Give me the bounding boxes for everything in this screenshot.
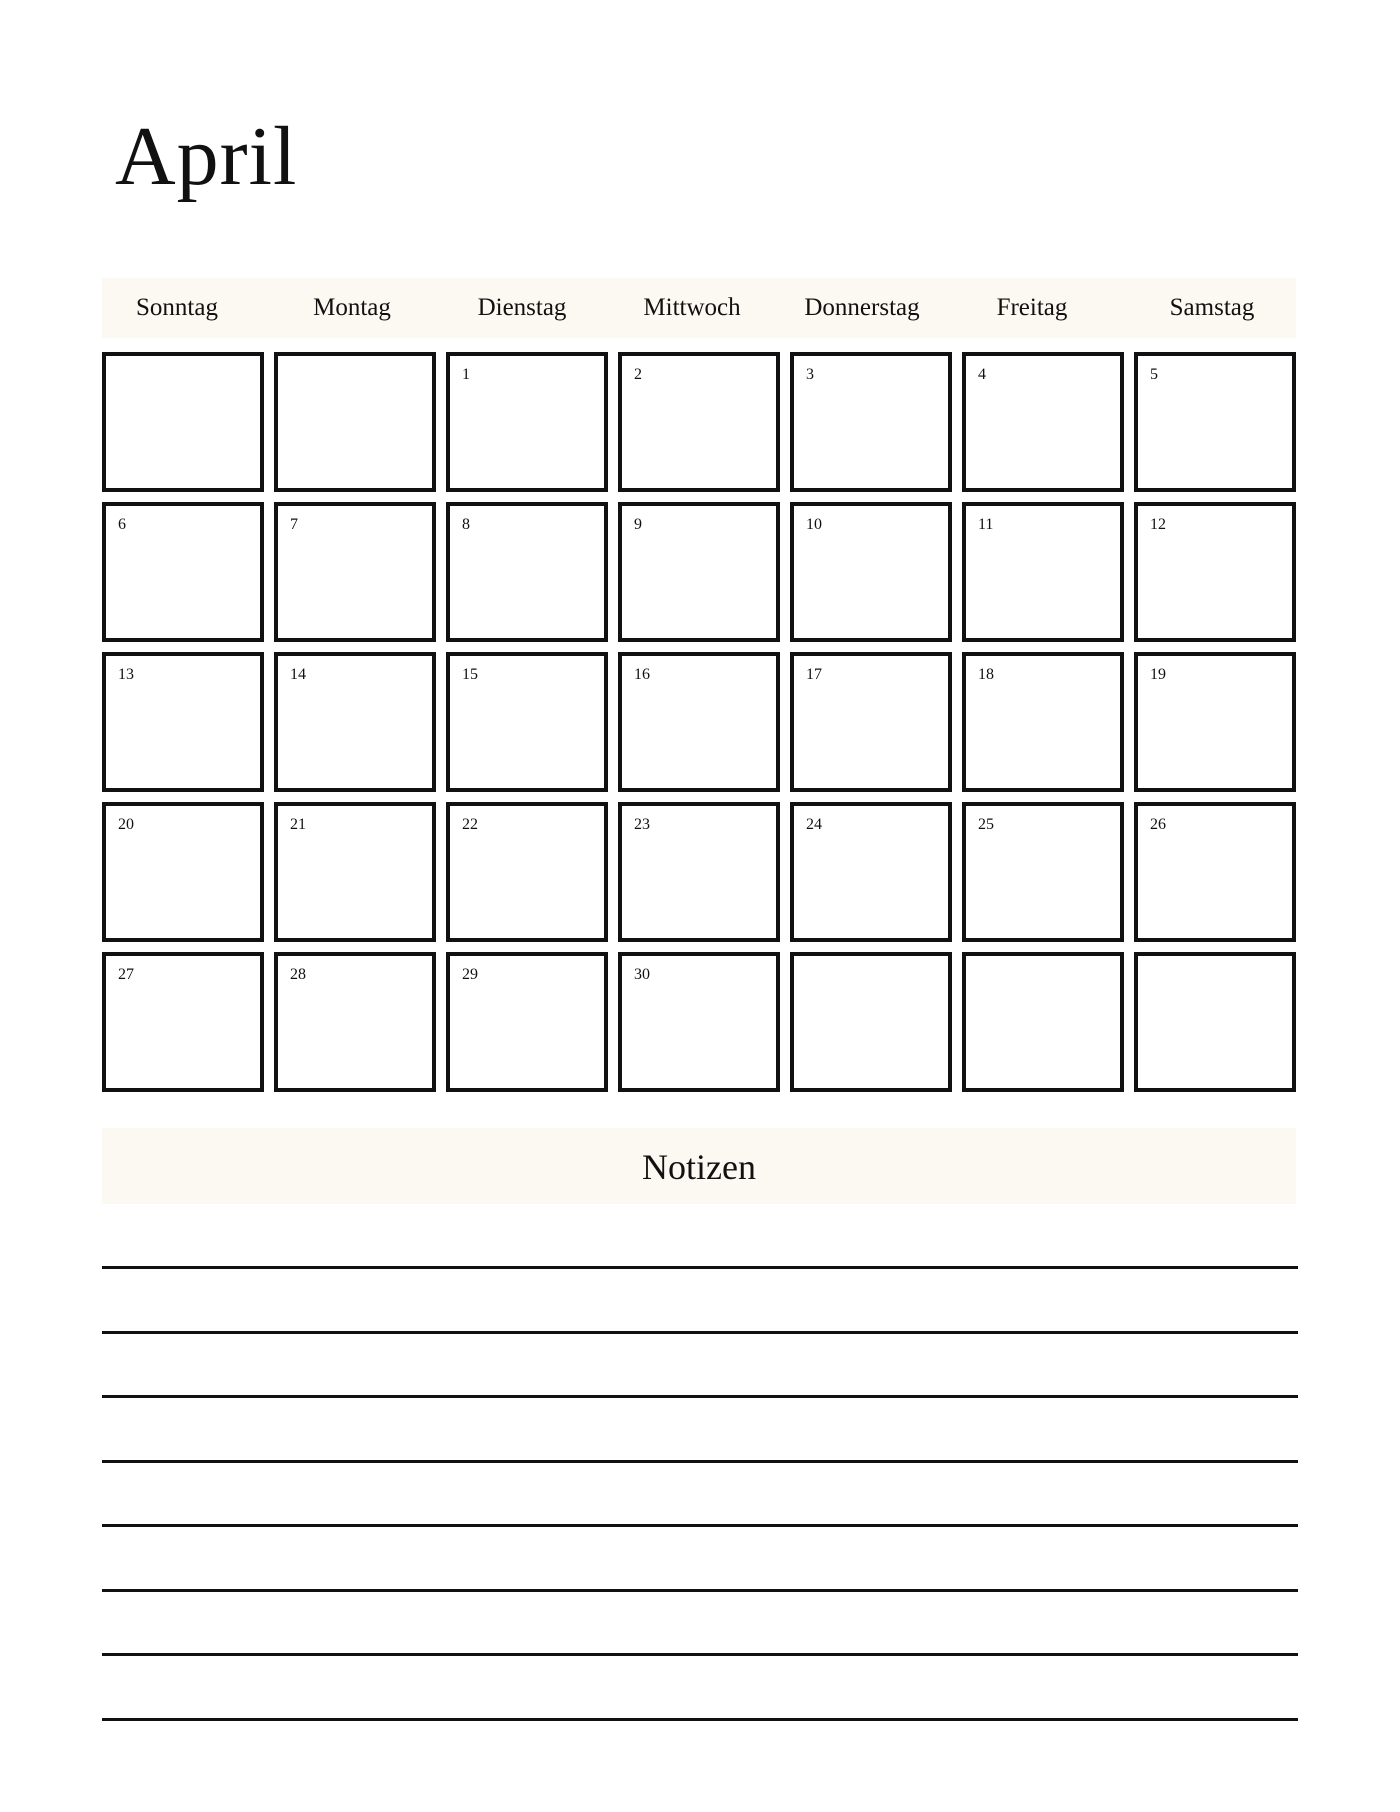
weekday-label-montag: Montag: [313, 294, 391, 321]
month-title: April: [115, 110, 298, 203]
day-number: 24: [806, 816, 822, 833]
note-line[interactable]: [102, 1718, 1298, 1721]
day-cell-18[interactable]: [962, 652, 1124, 792]
empty-day-cell[interactable]: [102, 352, 264, 492]
day-number: 30: [634, 966, 650, 983]
note-line[interactable]: [102, 1653, 1298, 1656]
day-number: 3: [806, 366, 814, 383]
day-cell-2[interactable]: [618, 352, 780, 492]
note-line[interactable]: [102, 1331, 1298, 1334]
day-cell-30[interactable]: [618, 952, 780, 1092]
day-cell-6[interactable]: [102, 502, 264, 642]
day-cell-25[interactable]: [962, 802, 1124, 942]
calendar-grid: [102, 352, 1296, 1094]
day-cell-24[interactable]: [790, 802, 952, 942]
day-number: 5: [1150, 366, 1158, 383]
weekday-header: [102, 278, 1296, 338]
day-cell-16[interactable]: [618, 652, 780, 792]
day-number: 26: [1150, 816, 1166, 833]
day-number: 15: [462, 666, 478, 683]
weekday-label-dienstag: Dienstag: [477, 294, 567, 321]
day-number: 25: [978, 816, 994, 833]
day-cell-19[interactable]: [1134, 652, 1296, 792]
note-line[interactable]: [102, 1460, 1298, 1463]
day-number: 21: [290, 816, 306, 833]
weekday-label-donnerstag: Donnerstag: [804, 294, 920, 321]
day-number: 27: [118, 966, 134, 983]
day-cell-21[interactable]: [274, 802, 436, 942]
note-line[interactable]: [102, 1589, 1298, 1592]
day-number: 6: [118, 516, 126, 533]
day-cell-28[interactable]: [274, 952, 436, 1092]
day-cell-13[interactable]: [102, 652, 264, 792]
day-cell-1[interactable]: [446, 352, 608, 492]
day-cell-12[interactable]: [1134, 502, 1296, 642]
day-number: 18: [978, 666, 994, 683]
day-number: 9: [634, 516, 642, 533]
note-line[interactable]: [102, 1266, 1298, 1269]
day-number: 22: [462, 816, 478, 833]
notes-header: [102, 1128, 1296, 1204]
day-cell-7[interactable]: [274, 502, 436, 642]
day-cell-15[interactable]: [446, 652, 608, 792]
day-number: 12: [1150, 516, 1166, 533]
day-number: 10: [806, 516, 822, 533]
notes-title: Notizen: [642, 1147, 756, 1187]
day-cell-11[interactable]: [962, 502, 1124, 642]
day-cell-17[interactable]: [790, 652, 952, 792]
day-cell-5[interactable]: [1134, 352, 1296, 492]
day-number: 13: [118, 666, 134, 683]
day-cell-3[interactable]: [790, 352, 952, 492]
day-number: 8: [462, 516, 470, 533]
day-number: 2: [634, 366, 642, 383]
empty-day-cell[interactable]: [962, 952, 1124, 1092]
day-cell-4[interactable]: [962, 352, 1124, 492]
day-cell-10[interactable]: [790, 502, 952, 642]
day-number: 23: [634, 816, 650, 833]
day-number: 19: [1150, 666, 1166, 683]
empty-day-cell[interactable]: [1134, 952, 1296, 1092]
empty-day-cell[interactable]: [274, 352, 436, 492]
weekday-label-mittwoch: Mittwoch: [643, 294, 741, 321]
day-number: 20: [118, 816, 134, 833]
day-number: 14: [290, 666, 306, 683]
weekday-label-sonntag: Sonntag: [136, 294, 218, 321]
day-cell-23[interactable]: [618, 802, 780, 942]
day-number: 16: [634, 666, 650, 683]
weekday-label-samstag: Samstag: [1169, 294, 1255, 321]
day-cell-8[interactable]: [446, 502, 608, 642]
day-number: 11: [978, 516, 994, 533]
empty-day-cell[interactable]: [790, 952, 952, 1092]
day-cell-22[interactable]: [446, 802, 608, 942]
day-number: 4: [978, 366, 986, 383]
day-cell-27[interactable]: [102, 952, 264, 1092]
day-cell-14[interactable]: [274, 652, 436, 792]
day-cell-9[interactable]: [618, 502, 780, 642]
day-number: 17: [806, 666, 822, 683]
note-line[interactable]: [102, 1395, 1298, 1398]
day-number: 1: [462, 366, 470, 383]
day-number: 28: [290, 966, 306, 983]
weekday-label-freitag: Freitag: [996, 294, 1068, 321]
day-cell-26[interactable]: [1134, 802, 1296, 942]
day-cell-20[interactable]: [102, 802, 264, 942]
day-number: 29: [462, 966, 478, 983]
note-line[interactable]: [102, 1524, 1298, 1527]
day-cell-29[interactable]: [446, 952, 608, 1092]
day-number: 7: [290, 516, 298, 533]
